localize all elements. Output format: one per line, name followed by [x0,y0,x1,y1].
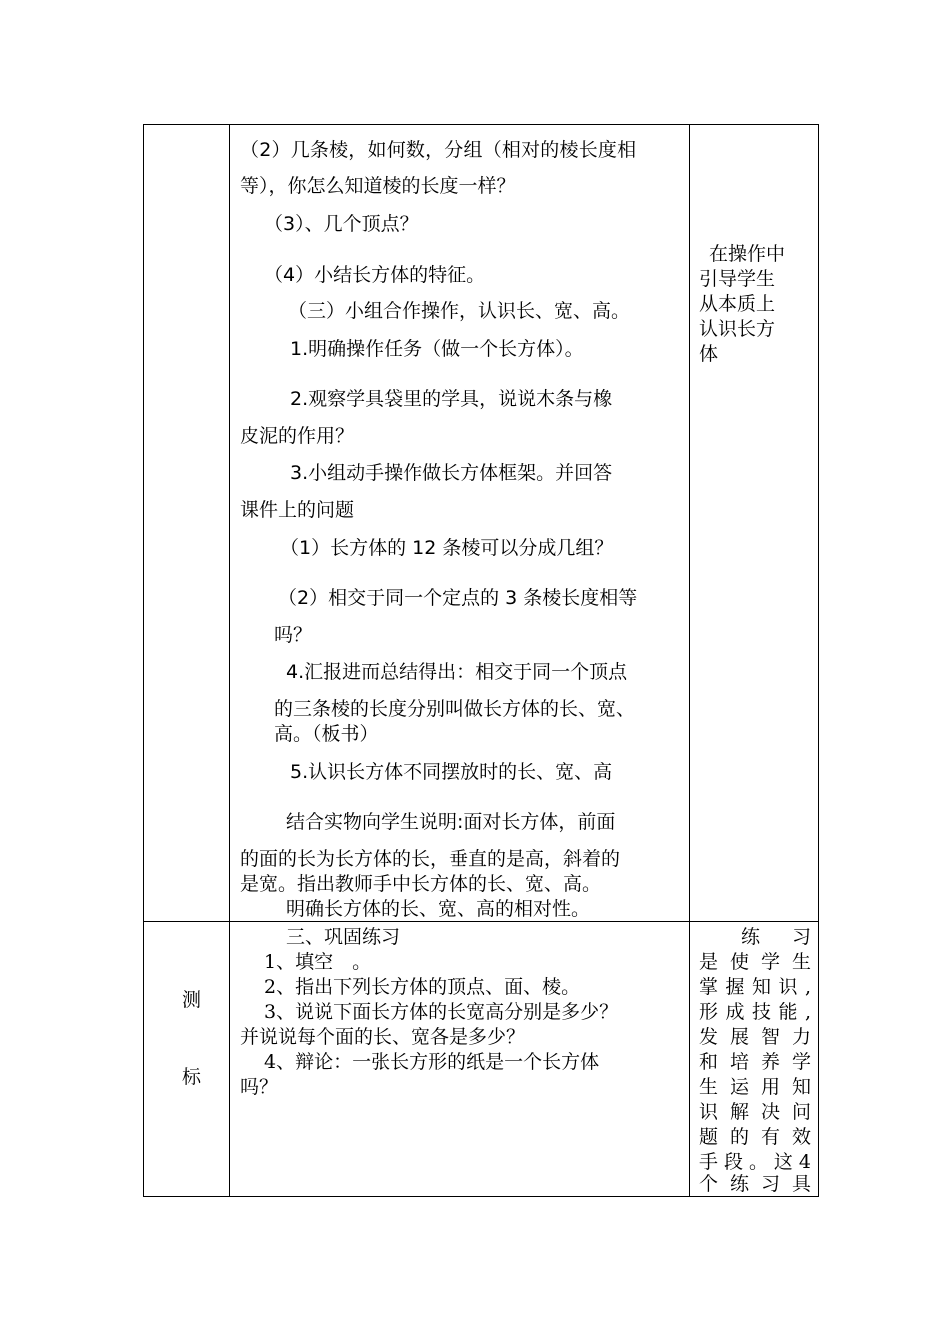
note-line: 认识长方 [699,318,776,340]
text-line: 1.明确操作任务（做一个长方体）。 [290,338,584,360]
note-line: 生运用知 [699,1076,811,1098]
side-label-char: 标 [182,1066,202,1088]
text-line: 2、指出下列长方体的顶点、面、棱。 [264,976,581,998]
text-line: 并说说每个面的长、宽各是多少？ [240,1026,526,1048]
text-line: 2.观察学具袋里的学具，说说木条与橡 [290,388,613,410]
table-border-right [818,124,819,1197]
note-line: 和培养学 [699,1051,811,1073]
note-line: 是使学生 [699,951,811,973]
note-line: 掌握知识, [699,976,811,998]
text-line: 3.小组动手操作做长方体框架。并回答 [290,462,613,484]
text-line: 吗？ [240,1076,279,1098]
text-line: 课件上的问题 [240,499,355,521]
text-line: 吗？ [274,624,313,646]
table-border-left [143,124,144,1197]
text-line: 皮泥的作用？ [240,425,355,447]
note-line: 发展智力 [699,1026,811,1048]
text-line: 1、填空 。 [264,951,372,973]
note-line: 在操作中 [709,243,786,265]
text-line: 4.汇报进而总结得出：相交于同一个顶点 [286,661,628,683]
text-line: 三、巩固练习 [286,926,401,948]
note-line: 题的有效 [699,1126,811,1148]
text-line: 是宽。指出教师手中长方体的长、宽、高。 [240,873,602,895]
text-line: 高。（板书） [274,723,379,745]
side-label-char: 测 [182,989,202,1011]
text-line: （2）相交于同一个定点的 3 条棱长度相等 [278,587,638,609]
note-line: 引导学生 [699,268,776,290]
note-line: 从本质上 [699,293,776,315]
text-line: 3、说说下面长方体的长宽高分别是多少？ [264,1001,619,1023]
text-line: （4）小结长方体的特征。 [264,264,486,286]
column-divider-1 [229,124,230,1197]
text-line: 的面的长为长方体的长，垂直的是高，斜着的 [240,848,621,870]
text-line: 4、辩论：一张长方形的纸是一个长方体 [264,1051,600,1073]
note-line: 个练习具 [699,1173,811,1195]
note-line: 识解决问 [699,1101,811,1123]
note-line: 练 习 [741,926,811,948]
text-line: 明确长方体的长、宽、高的相对性。 [286,898,591,920]
column-divider-2 [689,124,690,1197]
text-line: 的三条棱的长度分别叫做长方体的长、宽、 [274,698,636,720]
text-line: （三）小组合作操作，认识长、宽、高。 [288,300,631,322]
table-border-top [143,124,819,125]
text-line: （2）几条棱，如何数，分组（相对的棱长度相 [240,139,637,161]
text-line: （3）、几个顶点？ [264,213,419,235]
note-line: 手段。这4 [699,1151,811,1173]
note-line: 体 [699,343,719,365]
text-line: 结合实物向学生说明:面对长方体，前面 [286,811,616,833]
text-line: 等），你怎么知道棱的长度一样？ [240,175,516,197]
table-border-bottom [143,1196,819,1197]
text-line: 5.认识长方体不同摆放时的长、宽、高 [290,761,613,783]
note-line: 形成技能, [699,1001,811,1023]
row-divider [143,921,819,922]
text-line: （1）长方体的 12 条棱可以分成几组？ [280,537,614,559]
